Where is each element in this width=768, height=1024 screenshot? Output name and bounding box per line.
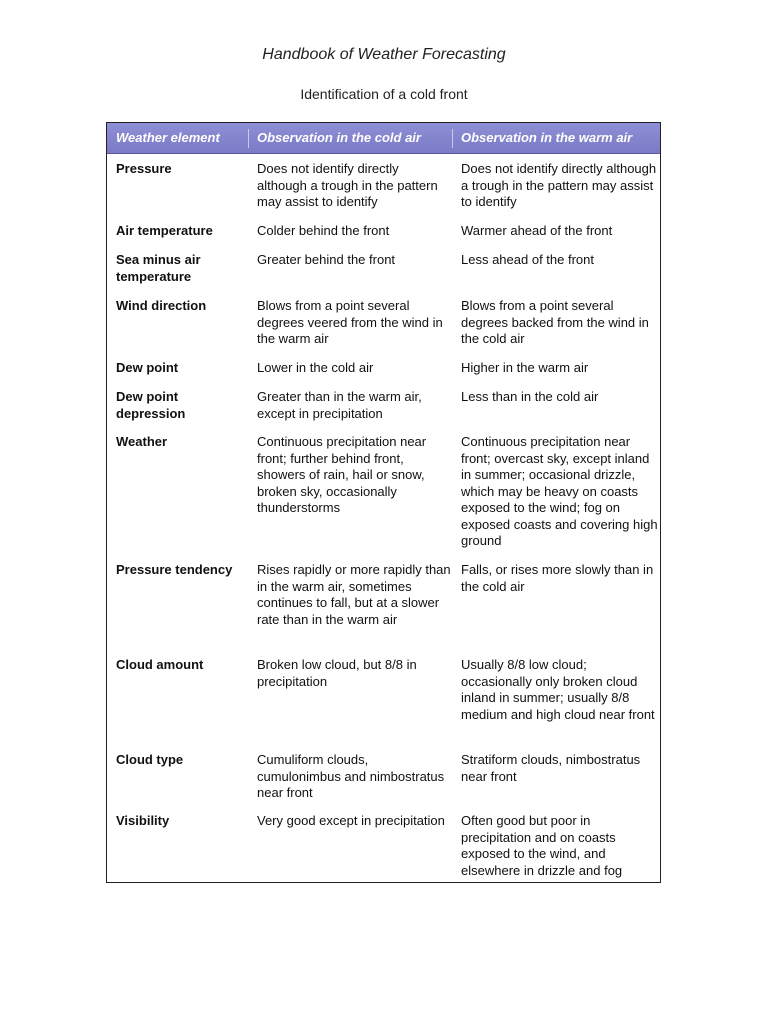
warm-air-observation: Warmer ahead of the front bbox=[461, 223, 613, 238]
table-header bbox=[107, 123, 660, 154]
row-label: Pressure tendency bbox=[116, 562, 233, 577]
row-label: Visibility bbox=[116, 813, 170, 828]
row-label: Sea minus air temperature bbox=[116, 252, 201, 284]
row-label: Cloud amount bbox=[116, 657, 204, 672]
row-label: Dew point depression bbox=[116, 389, 186, 421]
warm-air-observation: Less ahead of the front bbox=[461, 252, 594, 267]
cold-air-observation: Cumuliform clouds, cumulonimbus and nimbostratus near front bbox=[257, 752, 445, 800]
row-label: Dew point bbox=[116, 360, 179, 375]
row-label: Weather bbox=[116, 434, 168, 449]
document-subtitle: Identification of a cold front bbox=[300, 86, 468, 102]
header-weather-element: Weather element bbox=[116, 130, 220, 145]
row-label: Pressure bbox=[116, 161, 172, 176]
row-label: Air temperature bbox=[116, 223, 213, 238]
document-title: Handbook of Weather Forecasting bbox=[262, 46, 506, 63]
warm-air-observation: Continuous precipitation near front; overcast sky, except inland in summer; occasional drizzle, which may be heavy on coasts exposed to the wind; fog on exposed coasts and covering high ground bbox=[461, 434, 658, 548]
cold-air-observation: Colder behind the front bbox=[257, 223, 390, 238]
warm-air-observation: Blows from a point several degrees backed from the wind in the cold air bbox=[461, 298, 649, 346]
header-separator bbox=[248, 129, 249, 148]
cold-air-observation: Continuous precipitation near front; further behind front, showers of rain, hail or snow, broken sky, occasionally thunderstorms bbox=[257, 434, 427, 515]
cold-air-observation: Lower in the cold air bbox=[257, 360, 374, 375]
cold-front-table bbox=[106, 122, 661, 883]
warm-air-observation: Does not identify directly although a trough in the pattern may assist to identify bbox=[461, 161, 657, 209]
warm-air-observation: Falls, or rises more slowly than in the cold air bbox=[461, 562, 654, 594]
header-warm-air: Observation in the warm air bbox=[461, 130, 633, 145]
cold-air-observation: Greater than in the warm air, except in precipitation bbox=[257, 389, 422, 421]
header-cold-air: Observation in the cold air bbox=[257, 130, 421, 145]
row-label: Cloud type bbox=[116, 752, 184, 767]
warm-air-observation: Stratiform clouds, nimbostratus near front bbox=[461, 752, 641, 784]
cold-air-observation: Very good except in precipitation bbox=[257, 813, 445, 828]
cold-air-observation: Blows from a point several degrees veered from the wind in the warm air bbox=[257, 298, 443, 346]
cold-air-observation: Does not identify directly although a trough in the pattern may assist to identify bbox=[257, 161, 438, 209]
warm-air-observation: Usually 8/8 low cloud; occasionally only broken cloud inland in summer; usually 8/8 medium and high cloud near front bbox=[461, 657, 655, 722]
warm-air-observation: Higher in the warm air bbox=[461, 360, 589, 375]
header-separator bbox=[452, 129, 453, 148]
row-label: Wind direction bbox=[116, 298, 207, 313]
warm-air-observation: Often good but poor in precipitation and on coasts exposed to the wind, and elsewhere in drizzle and fog bbox=[461, 813, 623, 878]
cold-air-observation: Rises rapidly or more rapidly than in the warm air, sometimes continues to fall, but at a slower rate than in the warm air bbox=[257, 562, 451, 627]
cold-air-observation: Greater behind the front bbox=[257, 252, 396, 267]
warm-air-observation: Less than in the cold air bbox=[461, 389, 599, 404]
cold-air-observation: Broken low cloud, but 8/8 in precipitation bbox=[257, 657, 417, 689]
